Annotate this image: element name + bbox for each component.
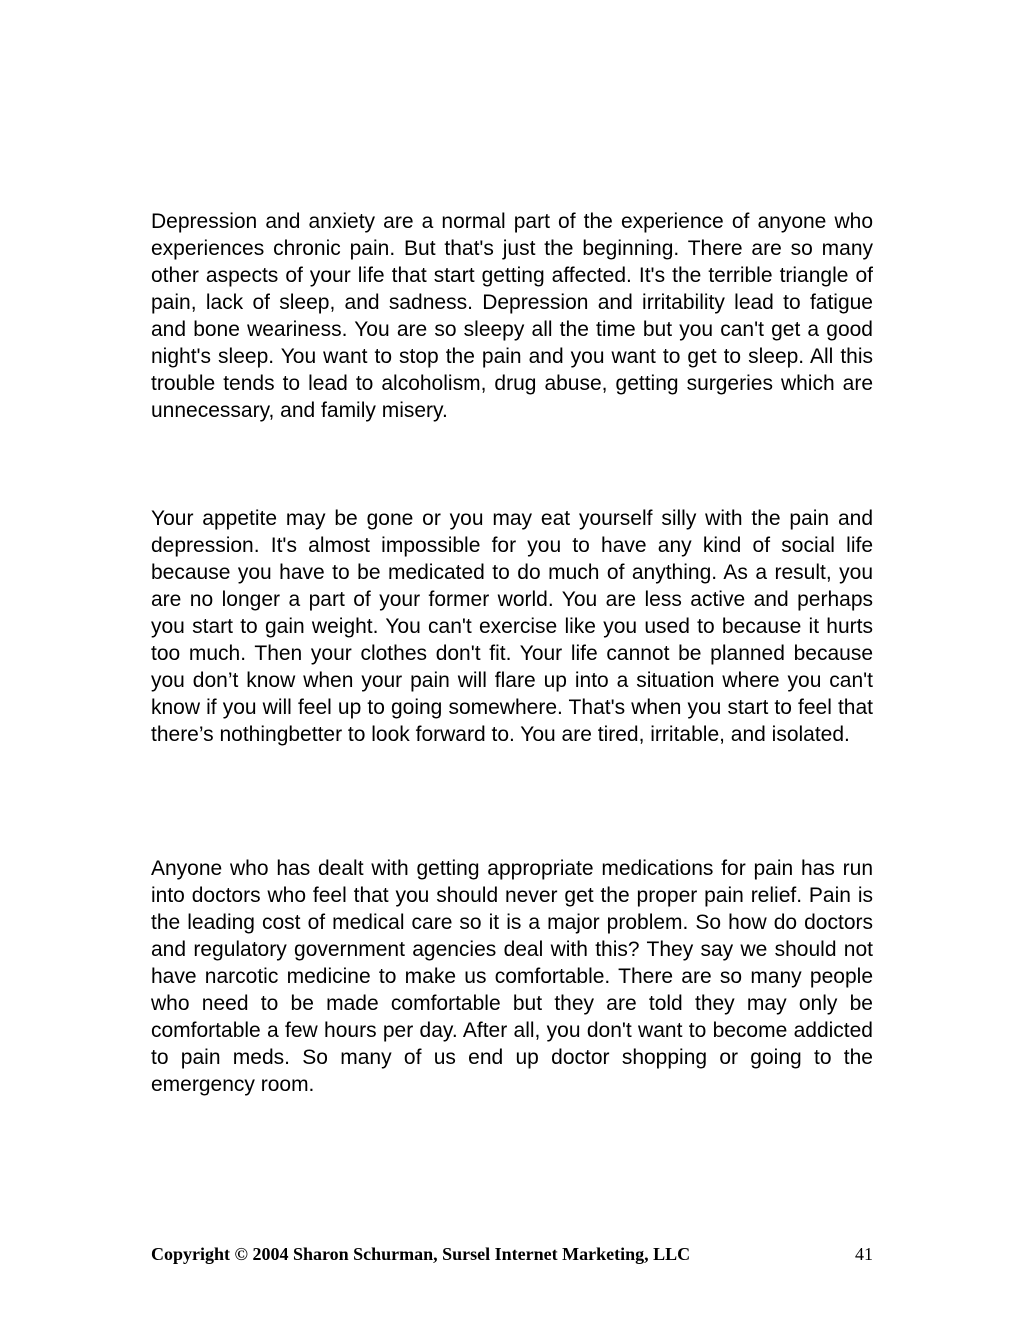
paragraph-pain-medications: Anyone who has dealt with getting appropriate medications for pain has run into doctors who feel that you should never get the proper pain relief. Pain is the leading cost of medical care so it is a major problem. So how do doctors and regulatory government agencies deal with this? They say we should not have narcotic medicine to make us comfortable. There are so many people who need to be made comfortable but they are told they may only be comfortable a few hours per day. After all, you don't want to become addicted to pain meds. So many of us end up doctor shopping or going to the emergency room. bbox=[151, 857, 873, 1096]
paragraph-depression-anxiety: Depression and anxiety are a normal part of the experience of anyone who experiences chronic pain. But that's just the beginning. There are so many other aspects of your life that start getting affected. It's the terrible triangle of pain, lack of sleep, and sadness. Depression and irritability lead to fatigue and bone weariness. You are so sleepy all the time but you can't get a good night's sleep. You want to stop the pain and you want to get to sleep. All this trouble tends to lead to alcoholism, drug abuse, getting surgeries which are unnecessary, and family misery. bbox=[151, 210, 873, 422]
paragraph-appetite-social-life: Your appetite may be gone or you may eat yourself silly with the pain and depression. It's almost impossible for you to have any kind of social life because you have to be medicated to do much of anything. As a result, you are no longer a part of your former world. You are less active and perhaps you start to gain weight. You can't exercise like you used to because it hurts too much. Then your clothes don't fit. Your life cannot be planned because you don’t know when your pain will flare up into a situation where you can't know if you will feel up to going somewhere. That's when you start to feel that there’s nothingbetter to look forward to. You are tired, irritable, and isolated. bbox=[151, 507, 873, 746]
page-footer bbox=[151, 1242, 873, 1266]
copyright-notice: Copyright © 2004 Sharon Schurman, Sursel Internet Marketing, LLC bbox=[151, 1244, 691, 1264]
page-number: 41 bbox=[855, 1244, 873, 1264]
